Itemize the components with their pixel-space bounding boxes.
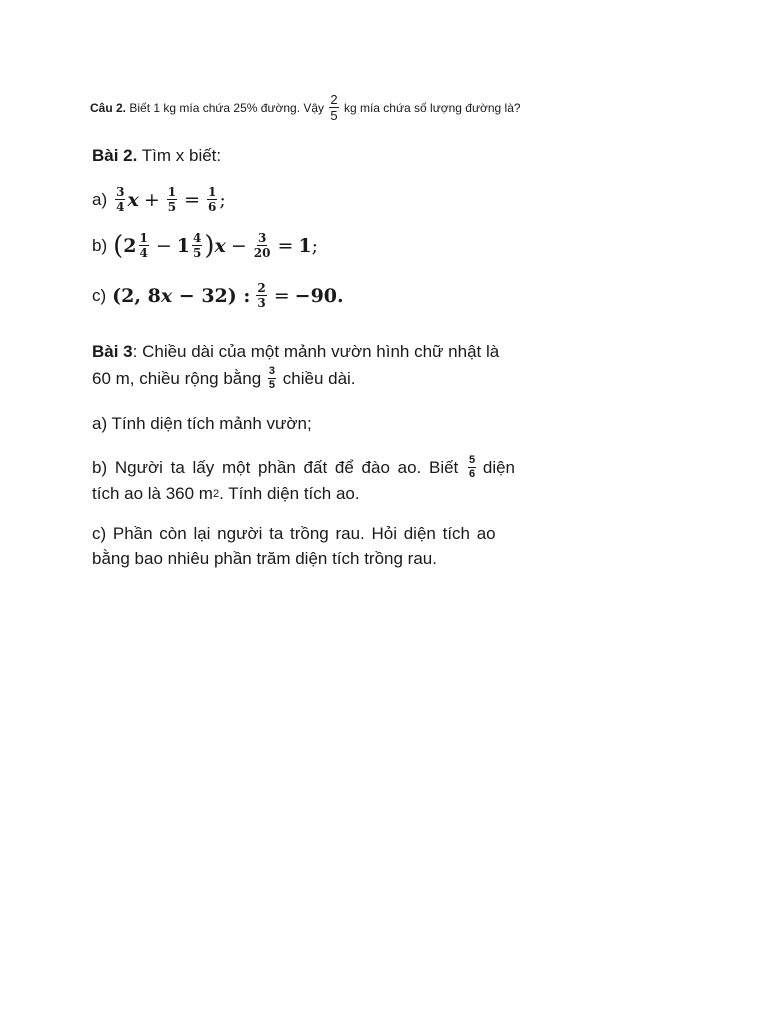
bai2-a-frac2-num: 1 bbox=[167, 185, 177, 199]
bai2-a-prefix: a) bbox=[92, 189, 108, 209]
bai2-c-frac bbox=[256, 282, 266, 309]
bai2-c-rest: − 32) : bbox=[172, 284, 251, 307]
bai3-b-line2-after: . Tính diện tích ao. bbox=[219, 484, 360, 503]
cau2-fraction bbox=[329, 93, 338, 122]
bai3-line2-after: chiều dài. bbox=[278, 368, 356, 388]
bai3-a-text: a) Tính diện tích mảnh vườn; bbox=[92, 414, 312, 433]
bai2-c-frac-den: 3 bbox=[257, 296, 266, 310]
bai2-item-c bbox=[92, 282, 344, 309]
bai2-a-frac3-num: 1 bbox=[208, 185, 217, 199]
bai3-b-fraction bbox=[468, 455, 476, 480]
bai2-a-frac2 bbox=[167, 186, 177, 213]
bai2-b-eq: = bbox=[277, 234, 294, 257]
bai2-c-prefix: c) bbox=[92, 285, 107, 305]
bai3-item-b-line1 bbox=[92, 455, 515, 480]
bai2-c-var: x bbox=[160, 284, 173, 307]
cau2-line bbox=[90, 93, 521, 122]
bai2-b-var: x bbox=[214, 234, 226, 257]
cau2-frac-den: 5 bbox=[330, 108, 338, 123]
bai3-item-c-line1 bbox=[92, 524, 496, 544]
bai2-a-var: x bbox=[127, 188, 139, 211]
bai2-b-lparen: ( bbox=[113, 230, 124, 261]
bai2-b-frac bbox=[254, 232, 271, 259]
bai3-line1-text: : Chiều dài của một mảnh vườn hình chữ nhật là bbox=[132, 342, 500, 361]
bai2-b-rhs: 1 bbox=[298, 234, 312, 257]
bai2-c-rhs: −90. bbox=[294, 284, 344, 307]
bai2-a-frac3-den: 6 bbox=[208, 200, 217, 214]
bai3-b-line2-before: tích ao là 360 m bbox=[92, 484, 213, 503]
bai3-item-b-line2: tích ao là 360 m 2 . Tính diện tích ao. bbox=[92, 484, 360, 503]
bai3-c-line2: bằng bao nhiêu phần trăm diện tích trồng rau. bbox=[92, 549, 437, 568]
bai2-b-mixed1-num: 1 bbox=[139, 231, 148, 245]
bai2-a-frac1 bbox=[115, 186, 125, 213]
bai2-b-rparen: ) bbox=[204, 230, 215, 261]
bai2-a-frac2-den: 5 bbox=[167, 200, 177, 214]
bai2-b-mixed1 bbox=[123, 232, 151, 259]
bai2-b-mixed2-den: 5 bbox=[193, 246, 202, 260]
bai2-a-op1: + bbox=[143, 188, 160, 211]
cau2-label: Câu 2. bbox=[90, 100, 127, 115]
bai2-b-equation bbox=[113, 232, 318, 259]
bai2-b-prefix: b) bbox=[92, 235, 108, 255]
bai2-b-mixed1-den: 4 bbox=[139, 246, 148, 260]
bai2-a-equation bbox=[113, 186, 226, 213]
bai2-b-mixed1-whole: 2 bbox=[123, 234, 137, 257]
bai2-b-mixed1-frac bbox=[139, 232, 149, 259]
bai2-a-frac1-den: 4 bbox=[116, 200, 125, 214]
cau2-text-after: kg mía chứa số lượng đường là? bbox=[340, 100, 521, 115]
bai2-b-frac-num: 3 bbox=[257, 231, 267, 245]
bai2-item-b bbox=[92, 232, 318, 259]
bai2-b-mixed2-whole: 1 bbox=[176, 234, 191, 257]
bai2-b-end: ; bbox=[311, 234, 319, 257]
bai2-text: Tìm x biết: bbox=[137, 146, 222, 165]
bai2-a-end: ; bbox=[219, 188, 226, 211]
bai2-b-frac-den: 20 bbox=[253, 246, 271, 260]
cau2-text-before: Biết 1 kg mía chứa 25% đường. Vậy bbox=[126, 100, 328, 115]
bai2-a-frac3 bbox=[207, 186, 217, 213]
bai2-b-mixed2 bbox=[177, 232, 205, 259]
bai2-c-equation bbox=[112, 282, 343, 309]
bai3-line2 bbox=[92, 366, 356, 391]
bai3-line2-before: 60 m, chiều rộng bằng bbox=[92, 368, 266, 388]
bai2-heading bbox=[92, 146, 221, 166]
bai2-item-a bbox=[92, 186, 226, 213]
cau2-frac-num: 2 bbox=[330, 92, 338, 107]
bai2-label: Bài 2. bbox=[92, 146, 138, 165]
bai3-b-frac-num: 5 bbox=[469, 454, 476, 466]
bai3-label: Bài 3 bbox=[92, 342, 133, 361]
bai2-b-mixed2-num: 4 bbox=[193, 231, 202, 245]
bai3-item-c-line2 bbox=[92, 549, 437, 569]
bai3-line1 bbox=[92, 342, 499, 362]
bai2-b-mixed2-frac bbox=[192, 232, 202, 259]
bai2-a-frac1-num: 3 bbox=[116, 185, 125, 199]
bai2-a-eq: = bbox=[184, 188, 201, 211]
bai2-c-eq: = bbox=[273, 284, 290, 307]
bai2-c-expr: (2, 8 bbox=[112, 284, 161, 307]
bai3-b-after: diện bbox=[478, 457, 516, 477]
bai3-c-line1: c) Phần còn lại người ta trồng rau. Hỏi diện tích ao bbox=[92, 524, 496, 543]
bai3-b-frac-den: 6 bbox=[469, 468, 476, 480]
bai3-b-before: b) Người ta lấy một phần đất để đào ao. Biết bbox=[92, 457, 467, 477]
bai2-c-frac-num: 2 bbox=[257, 281, 266, 295]
bai3-item-a bbox=[92, 414, 312, 434]
bai2-b-minus: − bbox=[155, 234, 172, 257]
bai3-frac-den: 5 bbox=[268, 379, 276, 391]
bai3-frac-num: 3 bbox=[268, 365, 276, 377]
bai2-b-minus2: − bbox=[230, 234, 247, 257]
bai3-fraction bbox=[268, 366, 276, 391]
